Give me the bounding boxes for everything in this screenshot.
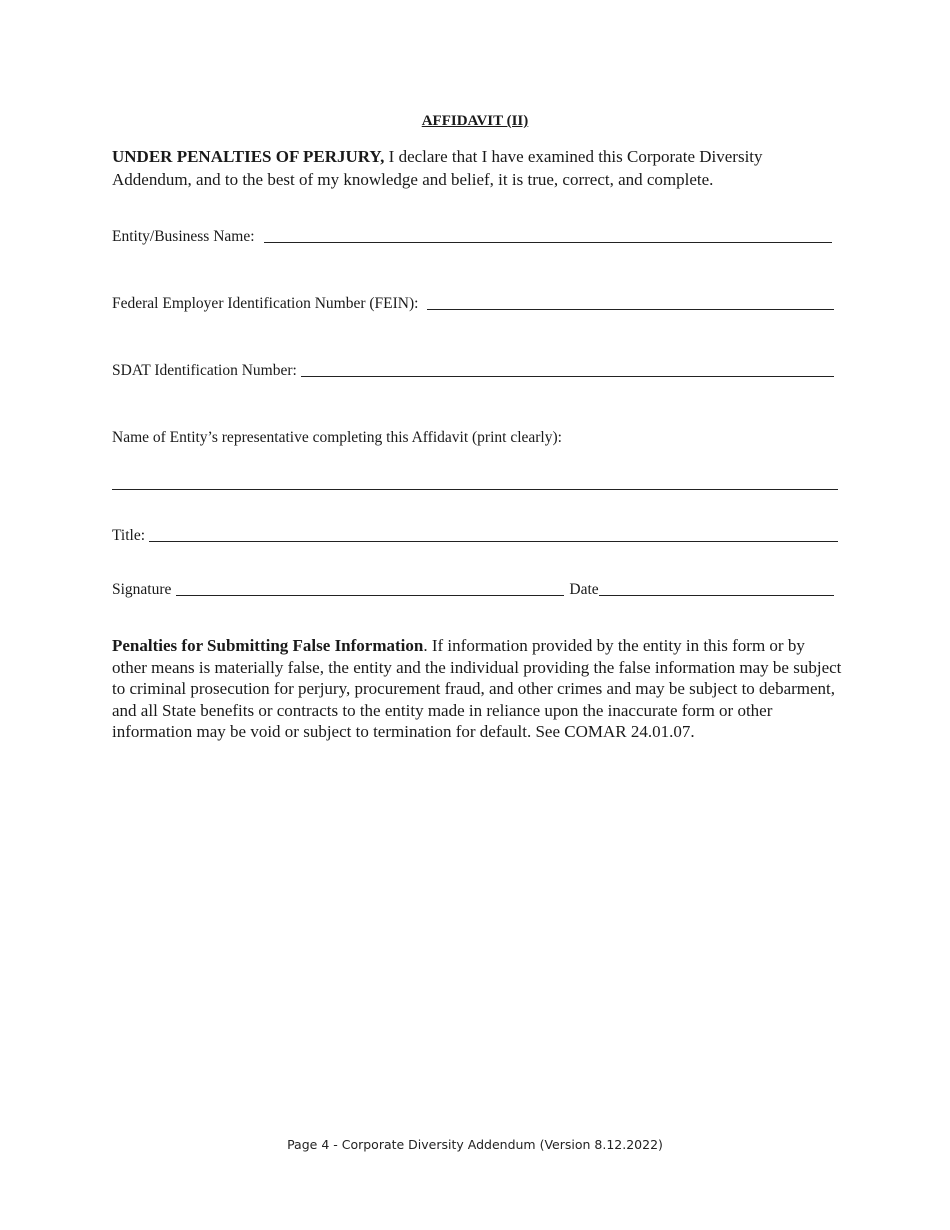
- entity-name-input-line[interactable]: [264, 241, 832, 243]
- title-field: [112, 527, 838, 545]
- penalties-paragraph: [112, 635, 844, 743]
- sdat-label: SDAT Identification Number:: [112, 362, 297, 379]
- title-label: Title:: [112, 527, 146, 544]
- date-label: Date: [569, 581, 599, 598]
- penalties-lead: Penalties for Submitting False Information: [112, 636, 424, 655]
- representative-label: Name of Entity’s representative completing this Affidavit (print clearly):: [112, 429, 562, 446]
- signature-date-row: [112, 581, 834, 599]
- signature-label: Signature: [112, 581, 172, 598]
- fein-field: [112, 295, 838, 313]
- representative-input-line[interactable]: [112, 489, 838, 490]
- perjury-text: I declare that I have examined this Corporate Diversity Addendum, and to the best of my knowledge and belief, it is true, correct, and complete.: [112, 147, 763, 189]
- affidavit-title: AFFIDAVIT (II): [421, 113, 529, 129]
- sdat-input-line[interactable]: [301, 375, 834, 377]
- penalties-text: . If information provided by the entity in this form or by other means is materially false, the entity and the individual providing the false information may be subject to criminal prosecution for perjury, procurement fraud, and other crimes and may be subject to debarment, and all State benefits or contracts to the entity made in reliance upon the inaccurate form or other information may be void or subject to termination for default. See COMAR 24.01.07.: [112, 636, 842, 742]
- perjury-lead: UNDER PENALTIES OF PERJURY,: [112, 147, 385, 166]
- signature-input-line[interactable]: [176, 594, 564, 596]
- perjury-declaration: [112, 145, 842, 191]
- date-input-line[interactable]: [599, 594, 834, 596]
- entity-name-field: [112, 228, 838, 246]
- page-footer: Page 4 - Corporate Diversity Addendum (Version 8.12.2022): [287, 1137, 663, 1152]
- fein-input-line[interactable]: [427, 308, 834, 310]
- entity-name-label: Entity/Business Name:: [112, 228, 255, 245]
- fein-label: Federal Employer Identification Number (FEIN):: [112, 295, 419, 312]
- sdat-field: [112, 362, 838, 380]
- title-input-line[interactable]: [149, 540, 838, 542]
